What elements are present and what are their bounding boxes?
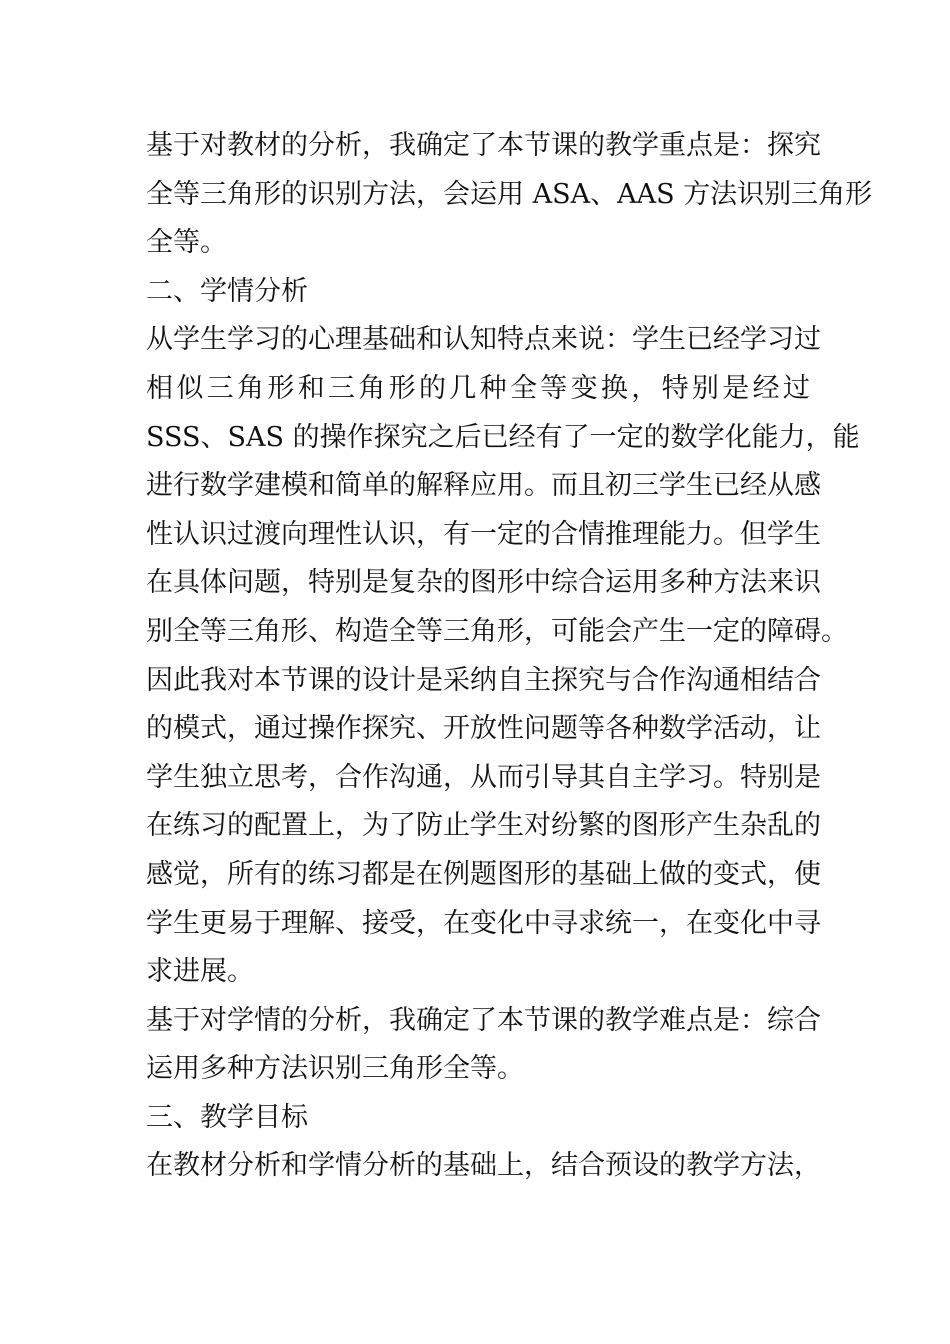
text-line-13: 的模式，通过操作探究、开放性问题等各种数学活动，让	[146, 713, 821, 745]
text-line-19: 基于对学情的分析，我确定了本节课的教学难点是：综合	[146, 1004, 821, 1036]
text-line-8: 进行数学建模和简单的解释应用。而且初三学生已经从感	[146, 470, 821, 502]
text-line-12: 因此我对本节课的设计是采纳自主探究与合作沟通相结合	[146, 664, 821, 696]
text-line-16: 感觉，所有的练习都是在例题图形的基础上做的变式，使	[146, 858, 821, 890]
text-line-3: 全等。	[146, 227, 227, 259]
text-line-2: 全等三角形的识别方法，会运用 ASA、AAS 方法识别三角形	[146, 178, 873, 210]
text-line-9: 性认识过渡向理性认识，有一定的合情推理能力。但学生	[146, 518, 821, 550]
text-line-20: 运用多种方法识别三角形全等。	[146, 1053, 524, 1085]
text-line-17: 学生更易于理解、接受，在变化中寻求统一，在变化中寻	[146, 907, 821, 939]
document-body	[146, 122, 873, 1191]
text-line-10: 在具体问题，特别是复杂的图形中综合运用多种方法来识	[146, 567, 821, 599]
text-line-1: 基于对教材的分析，我确定了本节课的教学重点是：探究	[146, 130, 821, 161]
text-line-5: 从学生学习的心理基础和认知特点来说：学生已经学习过	[146, 324, 821, 356]
section-heading-student-analysis: 二、学情分析	[146, 275, 308, 307]
text-line-15: 在练习的配置上，为了防止学生对纷繁的图形产生杂乱的	[146, 810, 821, 842]
section-heading-teaching-objectives: 三、教学目标	[146, 1101, 308, 1133]
text-line-22: 在教材分析和学情分析的基础上，结合预设的教学方法，	[146, 1150, 821, 1182]
text-line-11: 别全等三角形、构造全等三角形，可能会产生一定的障碍。	[146, 615, 848, 647]
text-line-7: SSS、SAS 的操作探究之后已经有了一定的数学化能力，能	[146, 421, 860, 453]
text-line-6: 相 似 三 角 形 和 三 角 形 的 几 种 全 等 变 换 ， 特 别 是 经 过	[146, 372, 810, 404]
text-line-18: 求进展。	[146, 956, 254, 988]
text-line-14: 学生独立思考，合作沟通，从而引导其自主学习。特别是	[146, 761, 821, 793]
